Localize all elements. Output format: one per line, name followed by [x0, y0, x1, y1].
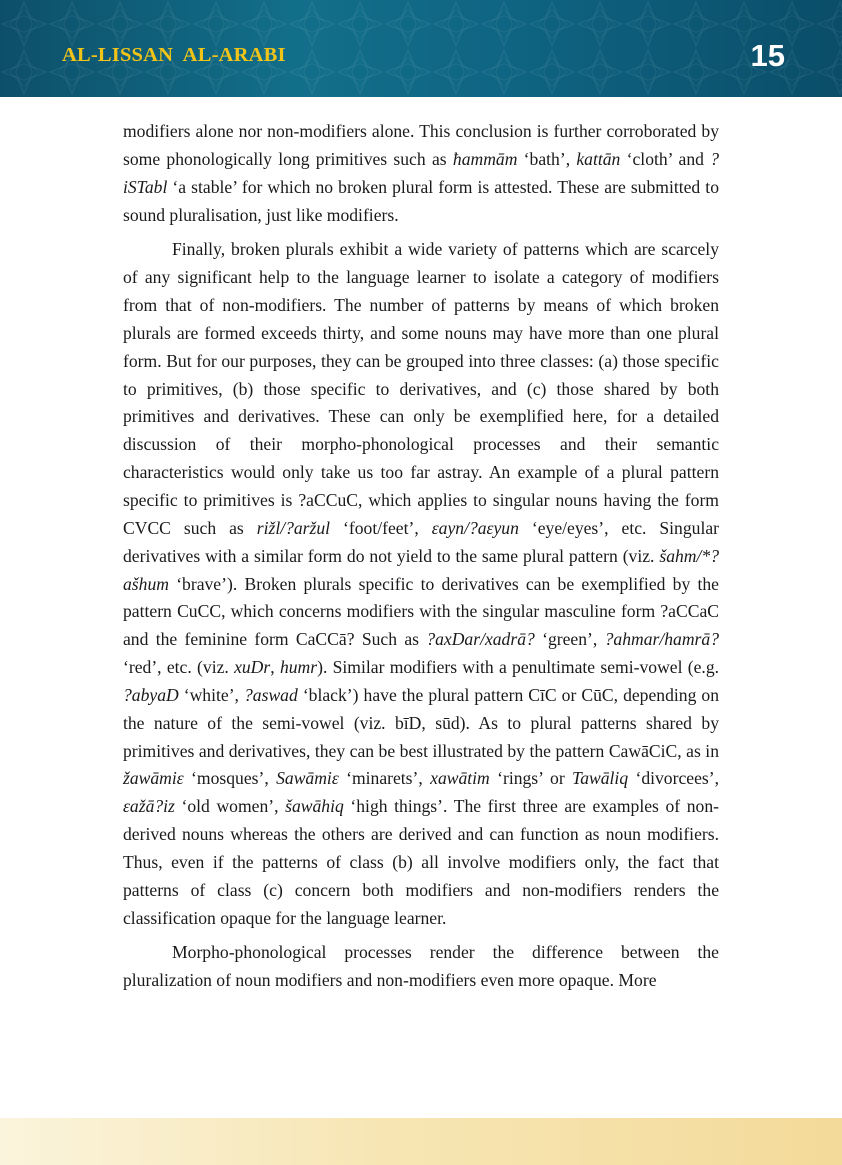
italic-term: ?iSTabl: [123, 148, 719, 197]
text-run: ‘black’) have the plural pattern CīC or CūC, depending on the nature of the semi-vowel (viz. bīD, sūd). As to plural patterns shared by primitives and derivatives, they can be best illustrated by the pattern CawāCiC, as in: [123, 684, 719, 761]
italic-term: ?aswad: [244, 684, 298, 705]
text-run: ). Similar modifiers with a penultimate semi-vowel (e.g.: [317, 657, 720, 678]
italic-term: ?axDar/xadrā?: [426, 629, 535, 650]
text-run: ‘bath’,: [517, 148, 577, 169]
body-paragraph: [123, 118, 719, 229]
italic-term: šawāhiq: [285, 796, 344, 817]
text-run: ‘high things’. The first three are examples of non-derived nouns whereas the others are derived and can function as noun modifiers. Thus, even if the patterns of class (b) all involve modifiers only, the fact that patterns of class (c) concern both modifiers and non-modifiers renders the classification opaque for the language learner.: [123, 796, 720, 928]
footer-band: [0, 1118, 842, 1165]
text-run: ‘foot/feet’,: [330, 517, 432, 538]
italic-term: Sawāmiɛ: [276, 768, 339, 789]
text-run: ‘rings’ or: [489, 768, 573, 789]
italic-term: ħammām: [452, 148, 518, 169]
italic-term: žawāmiɛ: [123, 768, 184, 789]
text-run: ‘brave’). Broken plurals specific to derivatives can be exemplified by the pattern CuCC, which concerns modifiers with the singular masculine form ?aCCaC and the feminine form CaCCā? Such as: [123, 573, 719, 650]
italic-term: šahm/*?ašhum: [123, 545, 719, 594]
italic-term: ɛažā?iz: [123, 796, 175, 817]
text-run: ‘mosques’,: [183, 768, 277, 789]
italic-term: rižl/?aržul: [256, 517, 331, 538]
text-run: ‘cloth’ and: [620, 148, 711, 169]
body-paragraph: [123, 939, 719, 995]
italic-term: kattān: [576, 148, 621, 169]
article-body: [123, 118, 719, 995]
italic-term: Tawāliq: [572, 768, 629, 789]
italic-term: ?abyaD: [123, 684, 179, 705]
text-run: ‘red’, etc. (viz.: [123, 657, 235, 678]
text-run: ‘minarets’,: [338, 768, 431, 789]
italic-term: ɛayn/?aɛyun: [431, 517, 519, 538]
page-number: 15: [750, 38, 785, 73]
text-run: Finally, broken plurals exhibit a wide variety of patterns which are scarcely of any significant help to the language learner to isolate a category of modifiers from that of non-modifiers. The number of patterns by means of which broken plurals are formed exceeds thirty, and some nouns may have more than one plural form. But for our purposes, they can be grouped into three classes: (a) those specific to primitives, (b) those specific to derivatives, and (c) those shared by both primitives and derivatives. These can only be exemplified here, for a detailed discussion of their morpho-phonological processes and their semantic characteristics would only take us too far astray. An example of a plural pattern specific to primitives is ?aCCuC, which applies to singular nouns having the form CVCC such as: [123, 239, 719, 538]
italic-term: xawātim: [430, 768, 490, 789]
italic-term: xuDr: [234, 657, 271, 678]
text-run: ‘eye/eyes’, etc. Singular derivatives with a similar form do not yield to the same plural pattern (viz.: [123, 517, 720, 566]
italic-term: ?ahmar/hamrā?: [604, 629, 719, 650]
text-run: Morpho-phonological processes render the difference between the pluralization of noun modifiers and non-modifiers even more opaque. More: [123, 942, 719, 991]
page-header: [0, 0, 842, 97]
journal-title: AL-LISSAN AL-ARABI: [62, 44, 286, 66]
text-run: ,: [270, 657, 280, 678]
italic-term: humr: [279, 657, 318, 678]
text-run: ‘green’,: [534, 629, 605, 650]
text-run: modifiers alone nor non-modifiers alone. This conclusion is further corroborated by some phonologically long primitives such as: [123, 121, 719, 169]
text-run: ‘a stable’ for which no broken plural form is attested. These are submitted to sound pluralisation, just like modifiers.: [123, 176, 719, 225]
text-run: ‘white’,: [178, 684, 244, 705]
body-paragraph: [123, 236, 719, 932]
text-run: ‘divorcees’,: [628, 768, 719, 789]
text-run: ‘old women’,: [174, 796, 286, 817]
